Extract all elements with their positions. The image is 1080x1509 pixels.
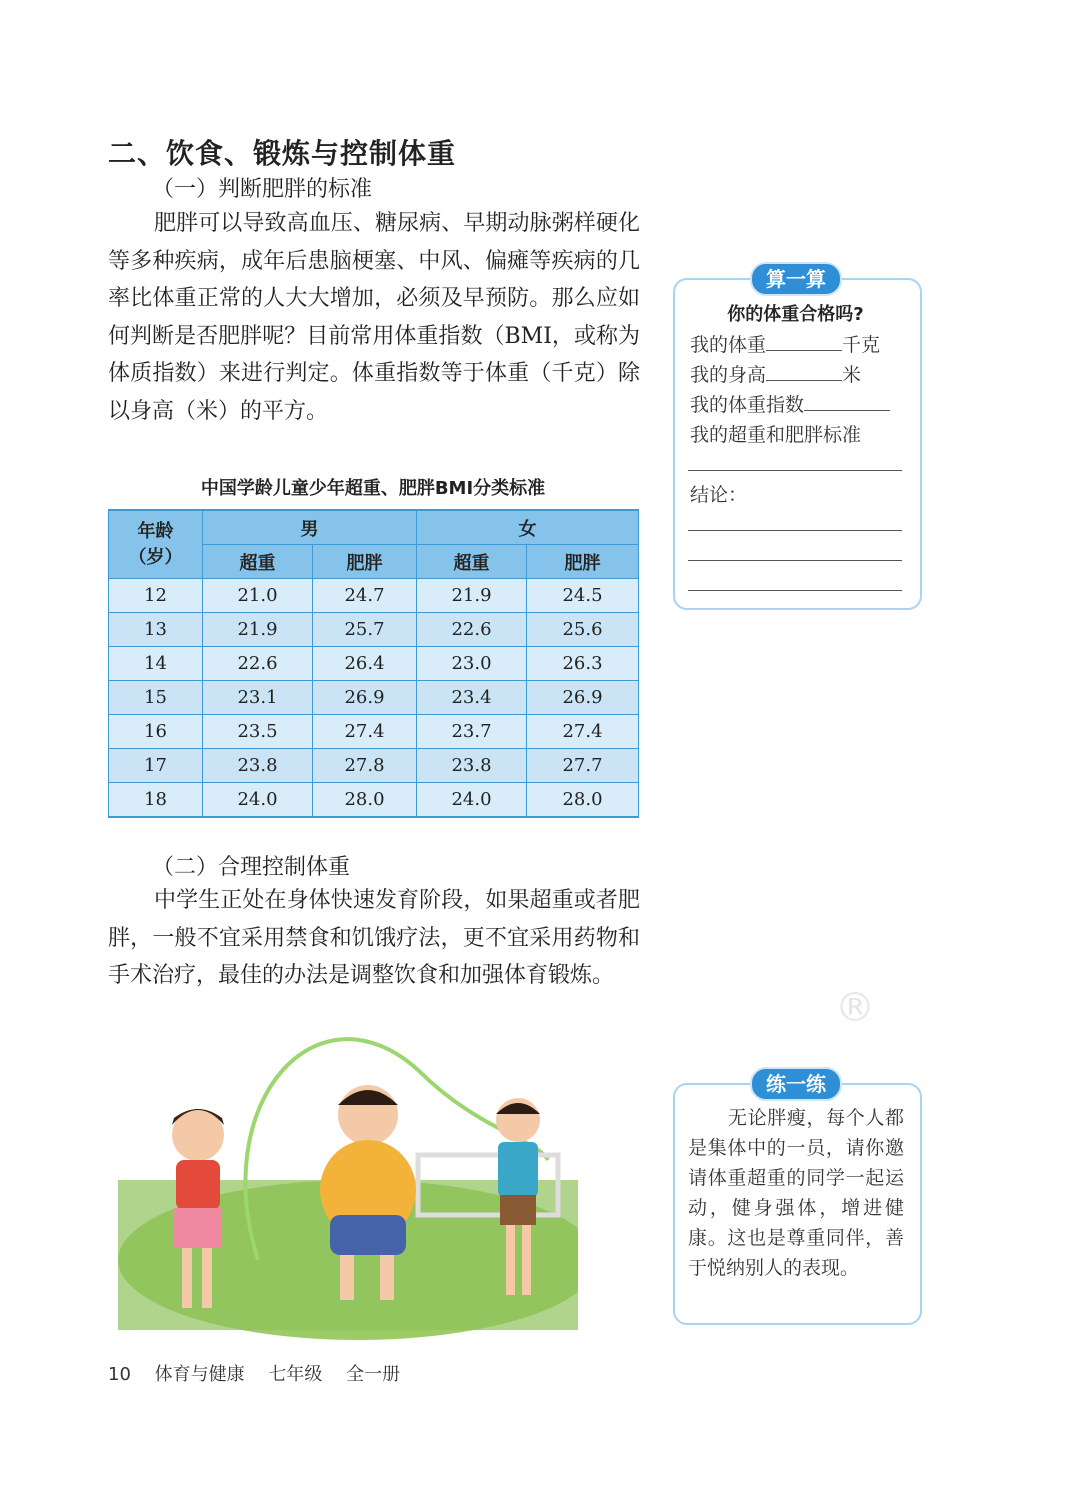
bmi-value-cell: 22.6 (417, 613, 527, 647)
calc-box-title: 你的体重合格吗? (727, 304, 864, 325)
subsection-title-2: （二）合理控制体重 (152, 855, 351, 880)
conclusion-line-2[interactable] (688, 560, 902, 561)
bmi-value-cell: 24.0 (417, 783, 527, 818)
table-row (109, 783, 639, 818)
bmi-value-cell: 27.4 (527, 715, 639, 749)
bmi-blank[interactable] (804, 410, 890, 411)
practice-text: 无论胖瘦，每个人都是集体中的一员，请你邀请体重超重的同学一起运动，健身强体，增进健康。这也是尊重同伴，善于悦纳别人的表现。 (688, 1107, 904, 1279)
volume-label: 全一册 (346, 1364, 401, 1385)
conclusion-label: 结论： (690, 484, 748, 506)
table-row (109, 647, 639, 681)
jump-rope-illustration (118, 1010, 578, 1345)
age-header: 年龄（岁） (109, 510, 203, 579)
height-blank[interactable] (766, 380, 842, 381)
bmi-value-cell: 28.0 (313, 783, 417, 818)
table-row (109, 749, 639, 783)
bmi-value-cell: 26.9 (527, 681, 639, 715)
table-row (109, 715, 639, 749)
bmi-value-cell: 21.0 (203, 579, 313, 613)
page-number: 10 (108, 1364, 131, 1385)
weight-blank[interactable] (766, 350, 842, 351)
subsection-title-1: （一）判断肥胖的标准 (152, 177, 373, 202)
male-overweight-header: 超重 (203, 545, 313, 579)
table-row (109, 579, 639, 613)
bmi-value-cell: 23.0 (417, 647, 527, 681)
age-cell: 16 (109, 715, 203, 749)
bmi-value-cell: 25.7 (313, 613, 417, 647)
table-caption: 中国学龄儿童少年超重、肥胖BMI分类标准 (200, 478, 546, 499)
conclusion-line-1[interactable] (688, 530, 902, 531)
age-cell: 14 (109, 647, 203, 681)
bmi-value-cell: 23.4 (417, 681, 527, 715)
bmi-value-cell: 24.7 (313, 579, 417, 613)
bmi-value-cell: 26.4 (313, 647, 417, 681)
page-footer (108, 1360, 418, 1386)
bmi-table (108, 509, 639, 818)
book-title: 体育与健康 (154, 1364, 245, 1385)
standard-label: 我的超重和肥胖标准 (690, 424, 862, 446)
conclusion-line-3[interactable] (688, 590, 902, 591)
bmi-value-cell: 22.6 (203, 647, 313, 681)
male-header: 男 (203, 510, 417, 545)
bmi-value-cell: 25.6 (527, 613, 639, 647)
female-obese-header: 肥胖 (527, 545, 639, 579)
paragraph-weight-control: 中学生正处在身体快速发育阶段，如果超重或者肥胖，一般不宜采用禁食和饥饿疗法，更不宜采用药物和手术治疗，最佳的办法是调整饮食和加强体育锻炼。 (108, 888, 640, 988)
female-header: 女 (417, 510, 639, 545)
age-cell: 13 (109, 613, 203, 647)
male-obese-header: 肥胖 (313, 545, 417, 579)
grade-label: 七年级 (268, 1364, 323, 1385)
bmi-value-cell: 24.0 (203, 783, 313, 818)
bmi-value-cell: 24.5 (527, 579, 639, 613)
standard-blank[interactable] (688, 470, 902, 471)
paragraph-obesity-standard: 肥胖可以导致高血压、糖尿病、早期动脉粥样硬化等多种疾病，成年后患脑梗塞、中风、偏瘫等疾病的几率比体重正常的人大大增加，必须及早预防。那么应如何判断是否肥胖呢？目前常用体重指数（BMI，或称为体质指数）来进行判定。体重指数等于体重（千克）除以身高（米）的平方。 (108, 211, 640, 424)
bmi-value-cell: 28.0 (527, 783, 639, 818)
bmi-value-cell: 23.8 (203, 749, 313, 783)
bmi-value-cell: 21.9 (203, 613, 313, 647)
bmi-value-cell: 23.1 (203, 681, 313, 715)
practice-box-label: 练一练 (750, 1067, 842, 1101)
age-cell: 17 (109, 749, 203, 783)
calc-box-label: 算一算 (750, 262, 842, 296)
bmi-value-cell: 23.7 (417, 715, 527, 749)
age-cell: 12 (109, 579, 203, 613)
bmi-value-cell: 23.5 (203, 715, 313, 749)
registered-watermark: ® (835, 985, 875, 1031)
bmi-value-cell: 27.4 (313, 715, 417, 749)
section-title: 二、饮食、锻炼与控制体重 (108, 137, 457, 170)
bmi-value-cell: 27.8 (313, 749, 417, 783)
age-cell: 15 (109, 681, 203, 715)
female-overweight-header: 超重 (417, 545, 527, 579)
table-row (109, 613, 639, 647)
bmi-value-cell: 26.9 (313, 681, 417, 715)
bmi-row: 我的体重指数 (690, 390, 890, 417)
table-row (109, 681, 639, 715)
age-cell: 18 (109, 783, 203, 818)
bmi-value-cell: 26.3 (527, 647, 639, 681)
weight-row: 我的体重 千克 (690, 334, 881, 356)
bmi-value-cell: 21.9 (417, 579, 527, 613)
bmi-value-cell: 23.8 (417, 749, 527, 783)
height-row: 我的身高 米 (690, 364, 862, 386)
bmi-value-cell: 27.7 (527, 749, 639, 783)
